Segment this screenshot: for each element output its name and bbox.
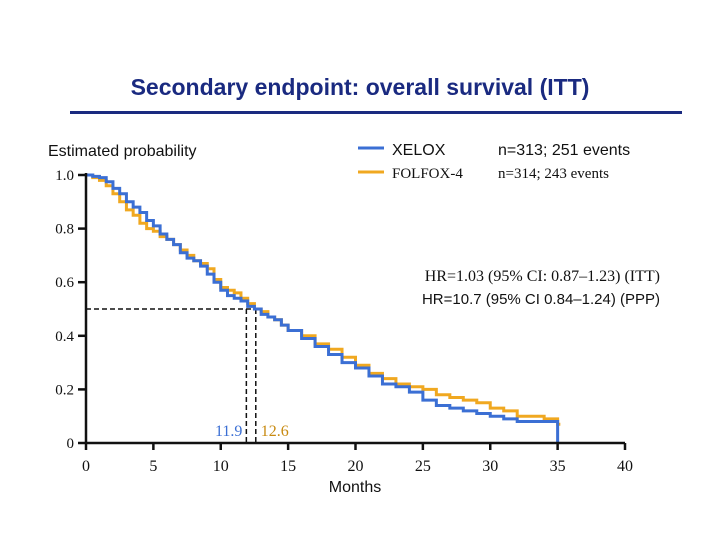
y-axis-label: Estimated probability bbox=[48, 143, 197, 160]
y-tick-label: 1.0 bbox=[55, 168, 74, 184]
x-tick-label: 10 bbox=[212, 458, 229, 475]
legend-stats-xelox: n=313; 251 events bbox=[498, 142, 631, 159]
x-tick-label: 25 bbox=[414, 458, 431, 475]
y-tick-label: 0 bbox=[66, 436, 74, 452]
legend-label-xelox: XELOX bbox=[392, 142, 446, 159]
x-tick-label: 0 bbox=[82, 458, 90, 475]
x-tick-label: 20 bbox=[347, 458, 364, 475]
x-tick-label: 40 bbox=[617, 458, 633, 475]
y-tick-label: 0.6 bbox=[55, 275, 74, 292]
x-axis-label: Months bbox=[328, 479, 382, 496]
y-tick-label: 0.8 bbox=[55, 221, 74, 238]
legend-label-folfox: FOLFOX-4 bbox=[392, 166, 463, 182]
x-tick-label: 30 bbox=[482, 458, 499, 475]
legend-stats-folfox: n=314; 243 events bbox=[498, 166, 609, 182]
y-tick-label: 0.2 bbox=[55, 382, 74, 399]
hr-annotation-itt: HR=1.03 (95% CI: 0.87–1.23) (ITT) bbox=[424, 268, 660, 285]
x-tick-label: 5 bbox=[149, 458, 158, 475]
y-tick-label: 0.4 bbox=[55, 328, 74, 345]
median-label: 12.6 bbox=[260, 423, 289, 440]
x-tick-label: 35 bbox=[549, 458, 566, 475]
x-tick-label: 15 bbox=[280, 458, 297, 475]
slide-title: Secondary endpoint: overall survival (ITT) bbox=[130, 74, 590, 100]
hr-annotation-ppp: HR=10.7 (95% CI 0.84–1.24) (PPP) bbox=[421, 291, 660, 308]
median-label: 11.9 bbox=[214, 423, 243, 440]
